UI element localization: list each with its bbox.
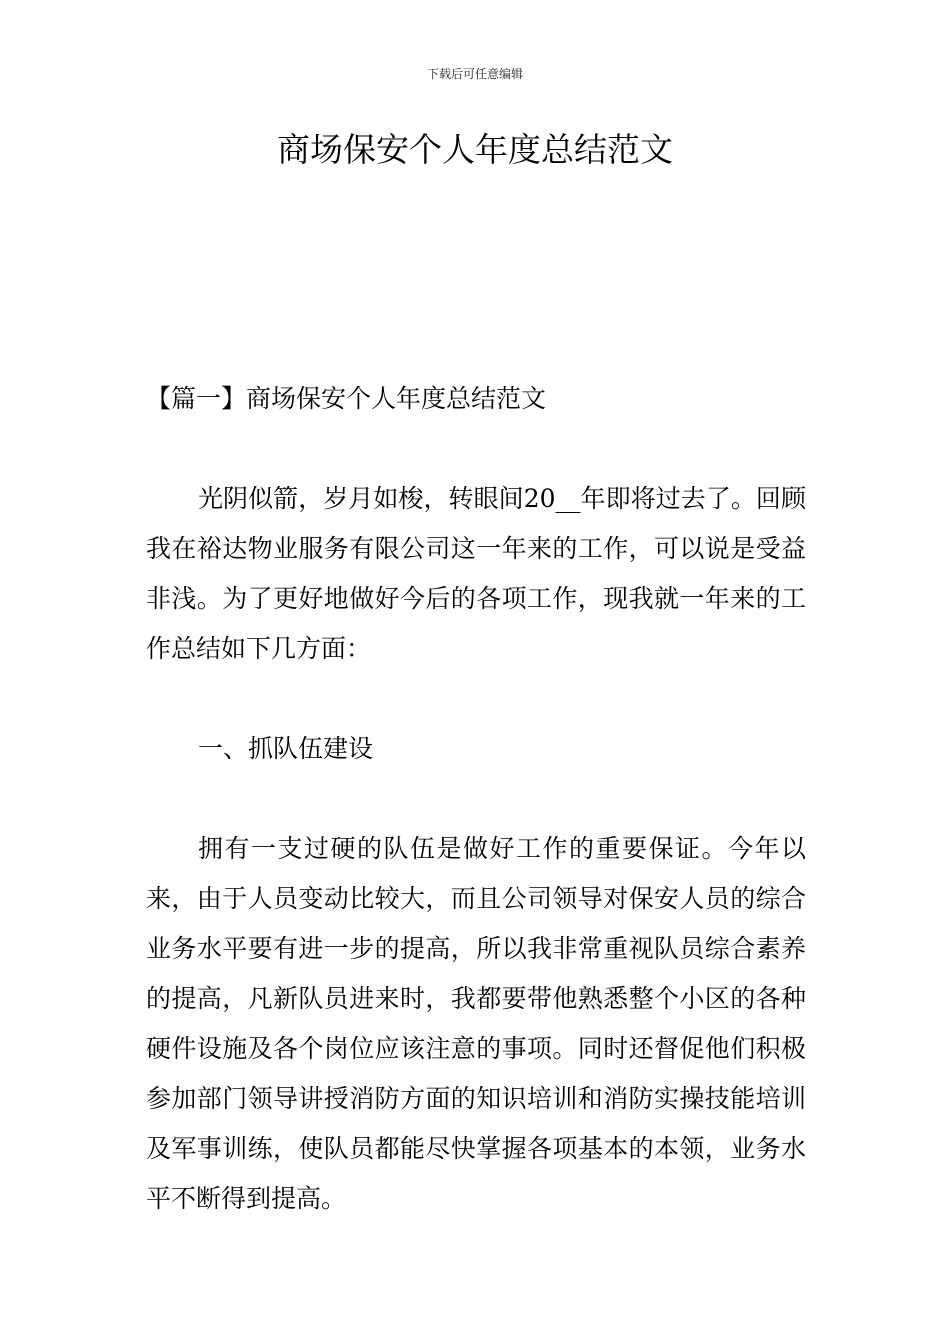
- document-body: [146, 374, 806, 1274]
- document-title: 商场保安个人年度总结范文: [277, 130, 673, 169]
- header-note: 下载后可任意编辑: [426, 67, 523, 81]
- intro-paragraph: 光阴似箭，岁月如梭，转眼间20__年即将过去了。回顾我在裕达物业服务有限公司这一年来的工作，可以说是受益非浅。为了更好地做好今后的各项工作，现我就一年来的工作总结如下几方面：: [146, 484, 806, 663]
- team-building-paragraph: 拥有一支过硬的队伍是做好工作的重要保证。今年以来，由于人员变动比较大，而且公司领导对保安人员的综合业务水平要有进一步的提高，所以我非常重视队员综合素养的提高，凡新队员进来时，我都要带他熟悉整个小区的各种硬件设施及各个岗位应该注意的事项。同时还督促他们积极参加部门领导讲授消防方面的知识培训和消防实操技能培训及军事训练，使队员都能尽快掌握各项基本的本领，业务水平不断得到提高。: [146, 834, 806, 1213]
- sub-heading-team-building: 一、抓队伍建设: [198, 734, 374, 763]
- section-heading: 【篇一】商场保安个人年度总结范文: [146, 384, 547, 413]
